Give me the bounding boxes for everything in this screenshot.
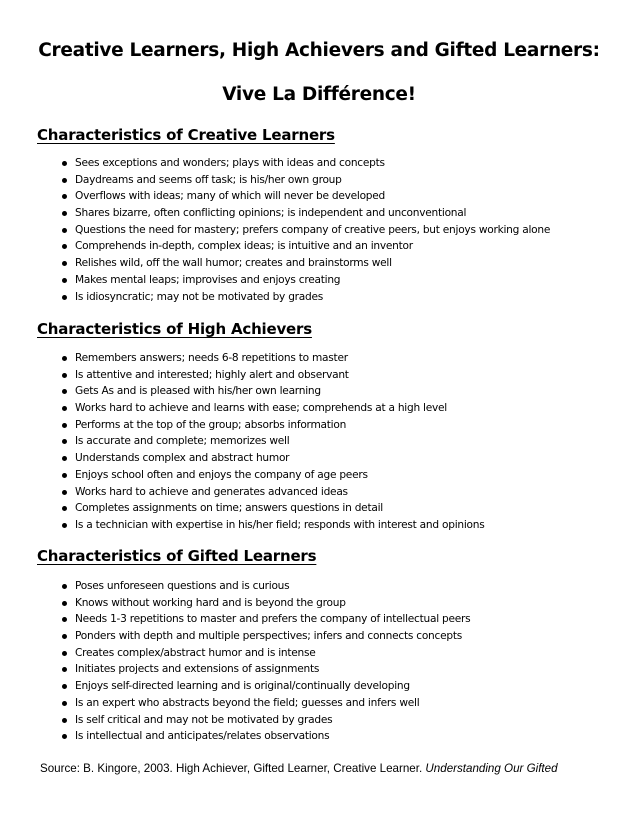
list-item-text: Initiates projects and extensions of assignments (75, 663, 320, 676)
list-item-text: Understands complex and abstract humor (75, 452, 290, 465)
list-item-text: Poses unforeseen questions and is curious (75, 580, 290, 592)
list-item (0, 728, 638, 745)
bullet-icon (62, 734, 67, 739)
list-item (0, 222, 638, 239)
list-item-text: Is idiosyncratic; may not be motivated by grades (75, 290, 324, 303)
bullet-icon (62, 178, 67, 183)
bullet-icon (62, 389, 67, 394)
section-heading-high-achievers: Characteristics of High Achievers (37, 320, 312, 338)
list-item (0, 695, 638, 712)
list-item-text: Is self critical and may not be motivated by grades (75, 713, 333, 726)
list-item (0, 289, 638, 306)
bullet-icon (62, 439, 67, 444)
bullet-icon (62, 490, 67, 495)
list-item-text: Is accurate and complete; memorizes well (75, 435, 290, 448)
list-item-text: Knows without working hard and is beyond the group (75, 596, 346, 609)
bullet-icon (62, 211, 67, 216)
list-item (0, 188, 638, 205)
list-item (0, 611, 638, 628)
list-item (0, 383, 638, 400)
list-item (0, 517, 638, 534)
bullet-icon (62, 278, 67, 283)
bullet-icon (62, 373, 67, 378)
source-citation-text: Source: B. Kingore, 2003. High Achiever, Gifted Learner, Creative Learner. (40, 762, 423, 775)
list-item-text: Shares bizarre, often conflicting opinions; is independent and unconventional (75, 207, 467, 220)
list-item-text: Relishes wild, off the wall humor; creates and brainstorms well (75, 257, 392, 270)
list-item-text: Is a technician with expertise in his/her field; responds with interest and opinions (75, 518, 485, 531)
bullet-icon (62, 584, 67, 589)
bullet-icon (62, 356, 67, 361)
bullet-icon (62, 651, 67, 656)
section-heading-creative-learners: Characteristics of Creative Learners (37, 126, 335, 144)
bullet-icon (62, 701, 67, 706)
bullet-icon (62, 423, 67, 428)
list-item-text: Enjoys self-directed learning and is original/continually developing (75, 680, 410, 693)
list-item (0, 661, 638, 678)
bullet-icon (62, 244, 67, 249)
source-citation (40, 762, 558, 776)
bullet-icon (62, 295, 67, 300)
list-item-text: Is attentive and interested; highly alert and observant (75, 368, 349, 381)
list-item (0, 367, 638, 384)
list-item-text: Makes mental leaps; improvises and enjoys creating (75, 273, 341, 286)
list-item (0, 645, 638, 662)
bullet-icon (62, 228, 67, 233)
bullet-icon (62, 473, 67, 478)
bullet-icon (62, 261, 67, 266)
list-item (0, 400, 638, 417)
list-item (0, 484, 638, 501)
list-item-text: Questions the need for mastery; prefers company of creative peers, but enjoys working alone (75, 223, 551, 236)
list-item (0, 272, 638, 289)
list-item (0, 238, 638, 255)
bullet-icon (62, 194, 67, 199)
list-item-text: Sees exceptions and wonders; plays with ideas and concepts (75, 157, 385, 169)
list-item-text: Is an expert who abstracts beyond the field; guesses and infers well (75, 696, 420, 709)
list-item-text: Works hard to achieve and generates advanced ideas (75, 485, 348, 498)
list-item (0, 628, 638, 645)
bullet-icon (62, 601, 67, 606)
bullet-icon (62, 523, 67, 528)
bullet-icon (62, 506, 67, 511)
list-item (0, 467, 638, 484)
list-item (0, 578, 638, 595)
list-item (0, 450, 638, 467)
list-item-text: Daydreams and seems off task; is his/her own group (75, 173, 342, 186)
list-item-text: Remembers answers; needs 6-8 repetitions to master (75, 352, 348, 364)
list-item-text: Comprehends in-depth, complex ideas; is intuitive and an inventor (75, 240, 413, 253)
list-item-text: Works hard to achieve and learns with ease; comprehends at a high level (75, 402, 447, 415)
gifted-learners-list (0, 578, 638, 745)
document-subtitle: Vive La Différence! (222, 84, 416, 105)
section-heading-gifted-learners: Characteristics of Gifted Learners (37, 547, 317, 565)
list-item-text: Ponders with depth and multiple perspectives; infers and connects concepts (75, 630, 463, 643)
creative-learners-list (0, 155, 638, 305)
list-item-text: Enjoys school often and enjoys the company of age peers (75, 468, 368, 481)
bullet-icon (62, 718, 67, 723)
bullet-icon (62, 667, 67, 672)
list-item (0, 433, 638, 450)
bullet-icon (62, 406, 67, 411)
document-title: Creative Learners, High Achievers and Gifted Learners: (38, 40, 600, 61)
list-item (0, 712, 638, 729)
list-item-text: Gets As and is pleased with his/her own learning (75, 385, 321, 398)
high-achievers-list (0, 350, 638, 534)
bullet-icon (62, 161, 67, 166)
list-item (0, 500, 638, 517)
list-item-text: Is intellectual and anticipates/relates observations (75, 730, 330, 743)
list-item (0, 678, 638, 695)
list-item-text: Needs 1-3 repetitions to master and prefers the company of intellectual peers (75, 613, 471, 626)
bullet-icon (62, 634, 67, 639)
bullet-icon (62, 456, 67, 461)
list-item (0, 155, 638, 172)
list-item (0, 350, 638, 367)
list-item (0, 205, 638, 222)
source-citation-italic: Understanding Our Gifted (425, 762, 558, 775)
list-item (0, 417, 638, 434)
bullet-icon (62, 684, 67, 689)
list-item (0, 255, 638, 272)
list-item-text: Performs at the top of the group; absorbs information (75, 418, 347, 431)
list-item-text: Overflows with ideas; many of which will never be developed (75, 190, 386, 203)
list-item-text: Creates complex/abstract humor and is intense (75, 646, 316, 659)
list-item (0, 172, 638, 189)
list-item-text: Completes assignments on time; answers questions in detail (75, 502, 383, 515)
list-item (0, 595, 638, 612)
bullet-icon (62, 617, 67, 622)
